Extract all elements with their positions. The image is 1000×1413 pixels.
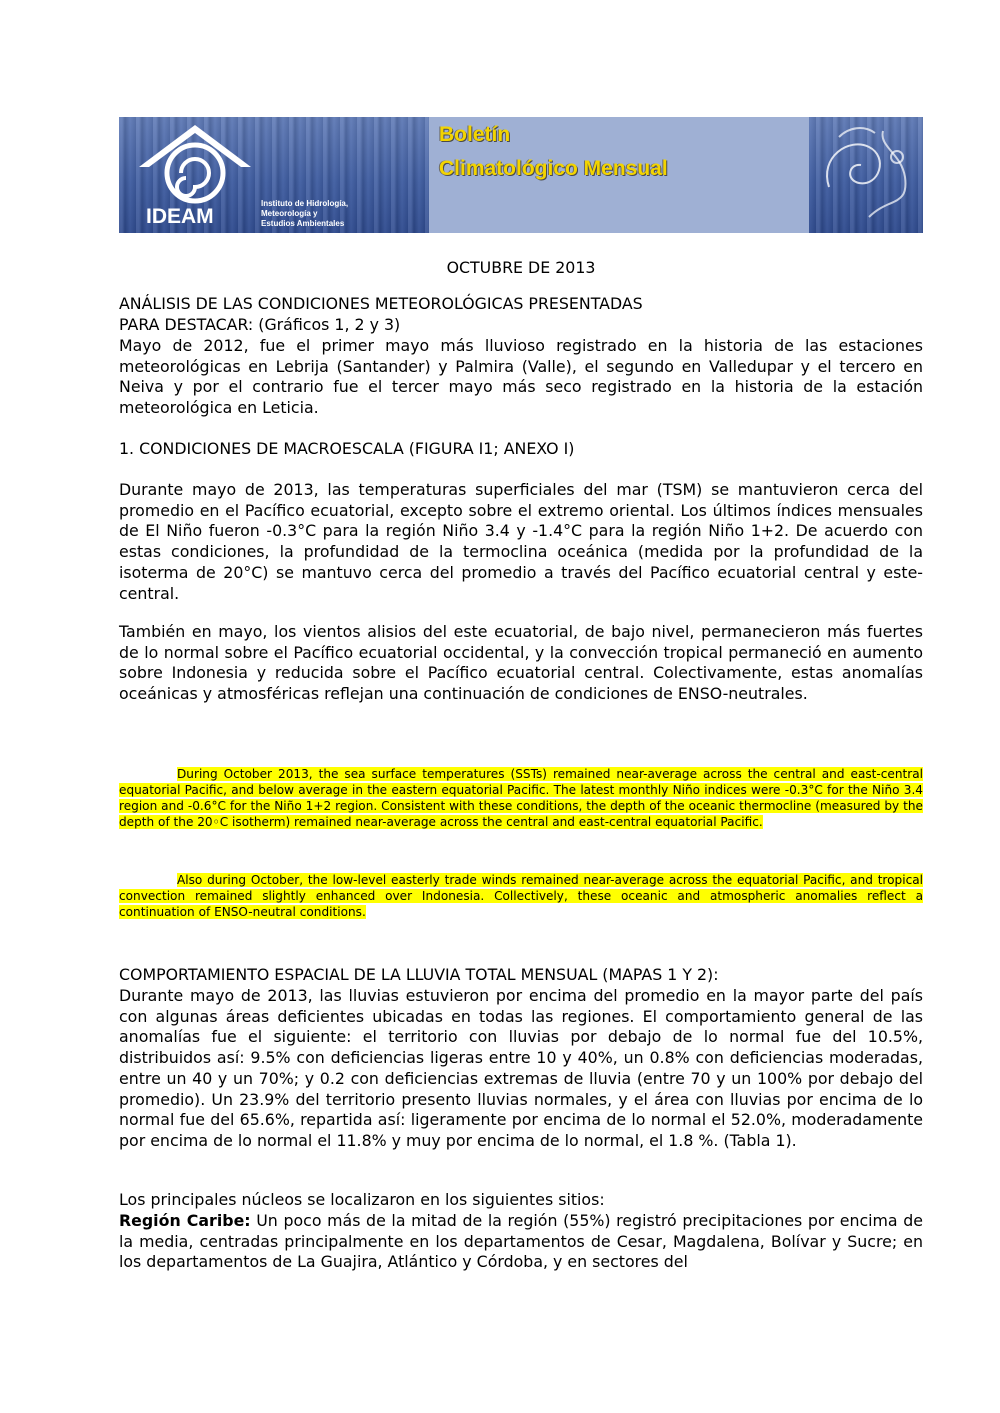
bulletin-title-panel [429,117,809,233]
rainfall-heading: COMPORTAMIENTO ESPACIAL DE LA LLUVIA TOTAL MENSUAL (MAPAS 1 Y 2): [119,965,719,984]
decorative-ornament [809,117,923,233]
english-paragraph-2 [119,872,923,920]
institute-line-1: Instituto de Hidrología, [261,199,349,208]
bulletin-date: OCTUBRE DE 2013 [446,258,596,277]
institute-line-3: Estudios Ambientales [261,219,345,228]
macroscale-paragraph-1: Durante mayo de 2013, las temperaturas superficiales del mar (TSM) se mantuvieron cerca del promedio en el Pacífico ecuatorial, excepto sobre el extremo oriental. Los últimos índices mensuales de El Niño fueron -0.3°C para la región Niño 3.4 y -1.4°C para la región Niño 1+2. De acuerdo con estas condiciones, la profundidad de la termoclina oceánica (medida por la profundidad de la isoterma de 20°C) se mantuvo cerca del promedio a través del Pacífico ecuatorial central y este-central. [119,480,923,603]
bulletin-title-line-2: Climatológico Mensual [439,157,668,180]
highlight-label: PARA DESTACAR: (Gráficos 1, 2 y 3) [119,315,401,334]
header-banner [119,117,923,233]
english-paragraph-2-text: Also during October, the low-level easterly trade winds remained near-average across the equatorial Pacific, and tropical convection remained slightly enhanced over Indonesia. Collectively, these oceanic and atmospheric anomalies reflect a continuation of ENSO-neutral conditions. [119,873,923,919]
macroscale-heading: 1. CONDICIONES DE MACROESCALA (FIGURA I1; ANEXO I) [119,439,575,458]
english-paragraph-1-text: During October 2013, the sea surface temperatures (SSTs) remained near-average across the central and east-central equatorial Pacific, and below average in the eastern equatorial Pacific. The latest monthly Niño indices were -0.3°C for the Niño 3.4 region and -0.6°C for the Niño 1+2 region. Consistent with these conditions, the depth of the oceanic thermocline (measured by the depth of the 20◦C isotherm) remained near-average across the central and east-central equatorial Pacific. [119,767,923,829]
bulletin-title-line-1: Boletín [439,123,511,146]
section-title: ANÁLISIS DE LAS CONDICIONES METEOROLÓGICAS PRESENTADAS [119,294,643,313]
ideam-logo [119,117,271,233]
macroscale-paragraph-2: También en mayo, los vientos alisios del este ecuatorial, de bajo nivel, permanecieron más fuertes de lo normal sobre el Pacífico ecuatorial occidental, y la convección tropical permaneció en aumento sobre Indonesia y reducida sobre el Pacífico ecuatorial central. Colectivamente, estas anomalías oceánicas y atmosféricas reflejan una continuación de condiciones de ENSO-neutrales. [119,622,923,704]
english-paragraph-1 [119,766,923,830]
caribe-paragraph [119,1211,923,1273]
highlight-paragraph: Mayo de 2012, fue el primer mayo más lluvioso registrado en la historia de las estaciones meteorológicas en Lebrija (Santander) y Palmira (Valle), el segundo en Valledupar y el tercero en Neiva y por el contrario fue el tercer mayo más seco registrado en la historia de la estación meteorológica en Leticia. [119,336,923,418]
nuclei-intro: Los principales núcleos se localizaron en los siguientes sitios: [119,1190,605,1209]
caribe-text: Un poco más de la mitad de la región (55%) registró precipitaciones por encima de la media, centradas principalmente en los departamentos de Cesar, Magdalena, Bolívar y Sucre; en los departamentos de La Guajira, Atlántico y Córdoba, y en sectores del [119,1211,923,1272]
institute-line-2: Meteorología y [261,209,318,218]
rainfall-paragraph: Durante mayo de 2013, las lluvias estuvieron por encima del promedio en la mayor parte del país con algunas áreas deficientes ubicadas en todas las regiones. El comportamiento general de las anomalías fue el siguiente: el territorio con lluvias por debajo de lo normal fue del 10.5%, distribuidos así: 9.5% con deficiencias ligeras entre 10 y 40%, un 0.8% con deficiencias moderadas, entre un 40 y un 70%; y 0.2 con deficiencias extremas de lluvia (entre 70 y un 100% por debajo del promedio). Un 23.9% del territorio presento lluvias normales, y el área con lluvias por encima de lo normal fue del 65.6%, repartida así: ligeramente por encima de lo normal el 52.0%, moderadamente por encima de lo normal el 11.8% y muy por encima de lo normal, el 1.8 %. (Tabla 1). [119,986,923,1150]
logo-text: IDEAM [146,205,214,228]
caribe-label: Región Caribe: [119,1211,251,1230]
